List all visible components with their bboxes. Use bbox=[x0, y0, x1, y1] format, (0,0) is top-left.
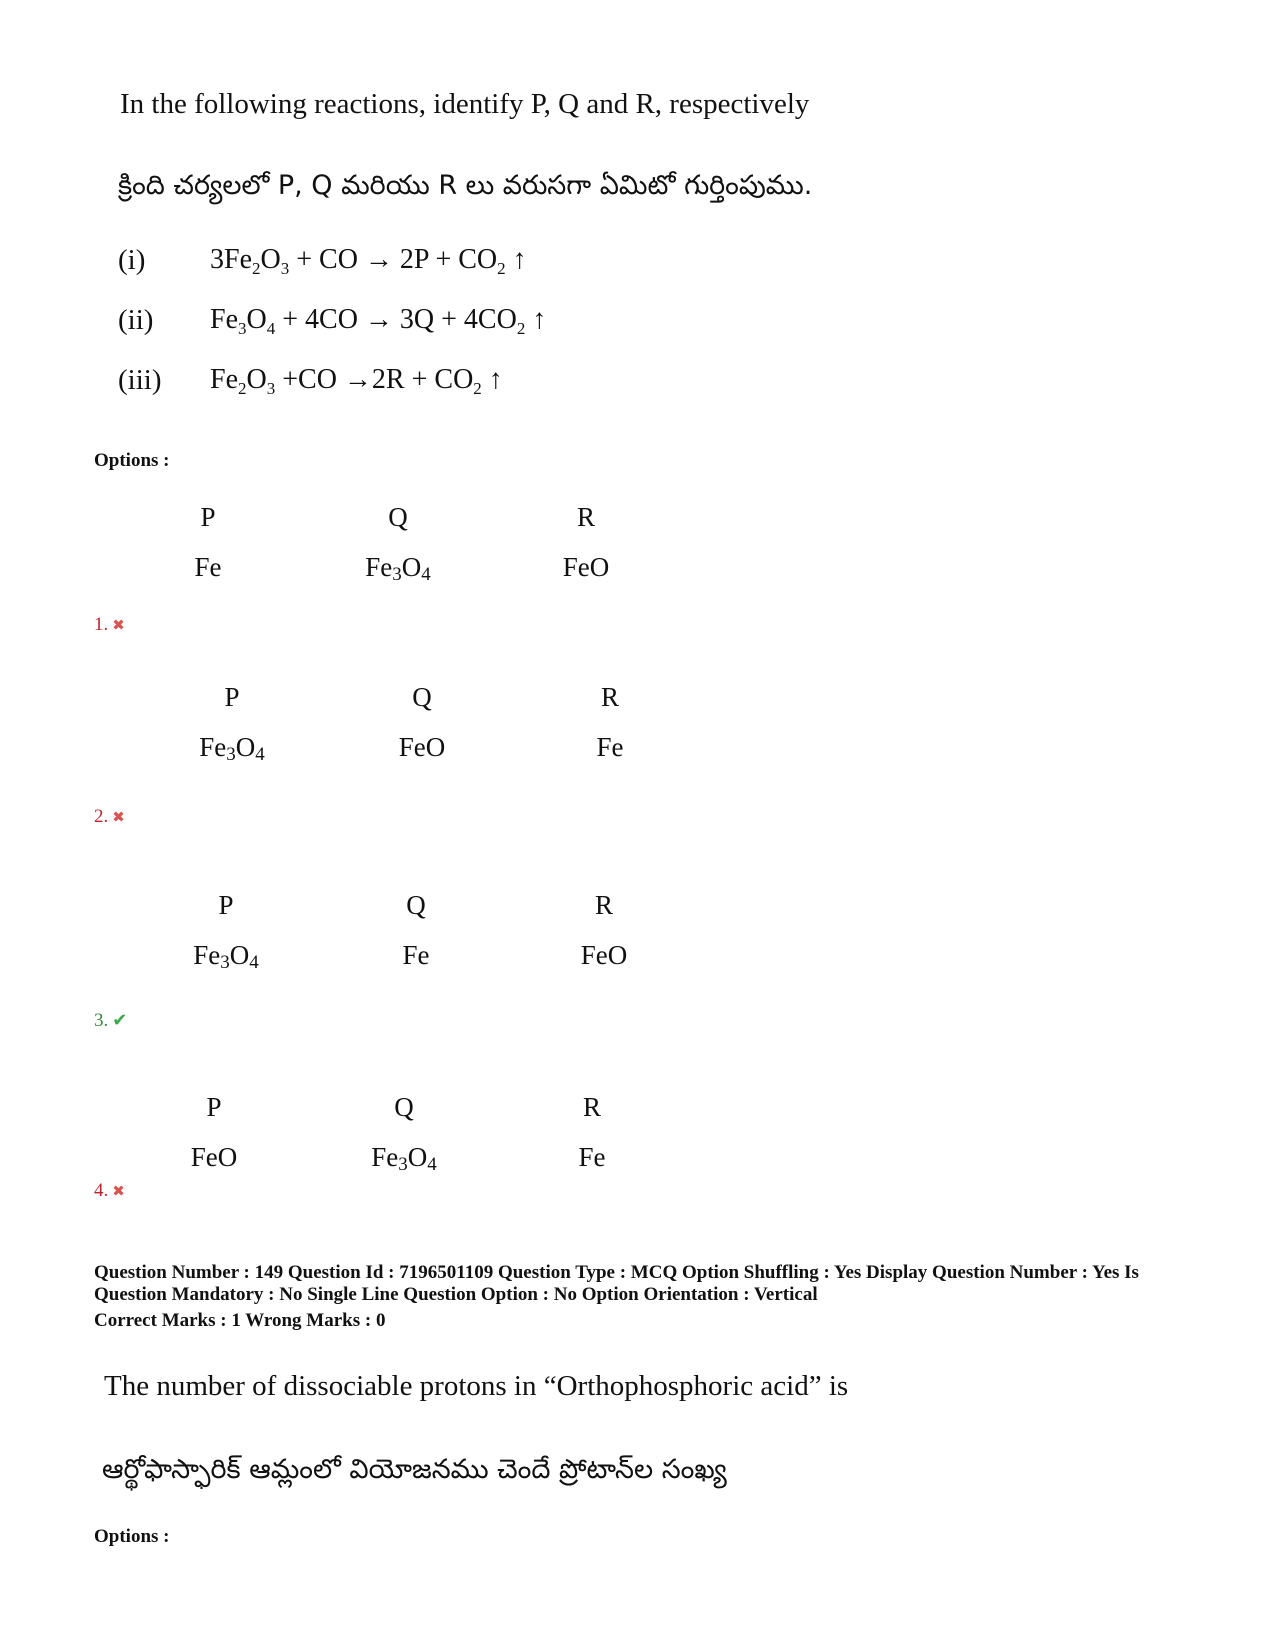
option-number-text: 1. bbox=[94, 614, 109, 635]
question-text-te: క్రింది చర్యలలో P, Q మరియు R లు వరుసగా ఏమిటో గుర్తింపుము. bbox=[118, 170, 813, 201]
cross-icon: ✖ bbox=[112, 1184, 125, 1200]
option-number-text: 3. bbox=[94, 1010, 109, 1031]
reaction-label: (ii) bbox=[118, 304, 154, 336]
option-header: P bbox=[200, 502, 216, 532]
option-number bbox=[94, 614, 125, 636]
option-value: FeO bbox=[580, 940, 628, 970]
option-number bbox=[94, 1180, 125, 1202]
reaction-equation: $Fe_3O_4 + 4CO \to 3Q + 4CO_2$ ↑ bbox=[210, 304, 547, 338]
option-value: Fe bbox=[402, 940, 430, 970]
options-label: Options : bbox=[94, 450, 170, 471]
option-header: R bbox=[582, 1092, 601, 1122]
options-label-2: Options : bbox=[94, 1526, 170, 1547]
question-marks: Correct Marks : 1 Wrong Marks : 0 bbox=[94, 1310, 386, 1331]
option-header: R bbox=[576, 502, 595, 532]
option-header: Q bbox=[388, 502, 408, 532]
option-header: Q bbox=[412, 682, 432, 712]
question-meta-line-2: Question Mandatory : No Single Line Question Option : No Option Orientation : Vertical bbox=[94, 1284, 818, 1305]
question2-text-te: ఆర్థోఫాస్ఫారిక్ ఆమ్లంలో వియోజనము చెందే ప్రోటాన్‌ల సంఖ్య bbox=[102, 1454, 727, 1485]
option-value: $Fe_3O_4$ bbox=[365, 552, 431, 585]
option-number bbox=[94, 806, 125, 828]
reaction-label: (i) bbox=[118, 244, 146, 276]
option-number-text: 4. bbox=[94, 1180, 109, 1201]
reaction-label: (iii) bbox=[118, 364, 162, 396]
question-meta-line-1: Question Number : 149 Question Id : 7196501109 Question Type : MCQ Option Shuffling : Yes Display Question Number : Yes Is bbox=[94, 1262, 1139, 1283]
option-value: $Fe_3O_4$ bbox=[193, 940, 259, 973]
option-header: Q bbox=[406, 890, 426, 920]
option-header: P bbox=[218, 890, 234, 920]
option-value: FeO bbox=[562, 552, 610, 582]
option-value: Fe bbox=[194, 552, 222, 582]
option-value: FeO bbox=[398, 732, 446, 762]
option-value: $Fe_3O_4$ bbox=[199, 732, 265, 765]
option-value: FeO bbox=[190, 1142, 238, 1172]
option-header: R bbox=[594, 890, 613, 920]
option-value: Fe bbox=[578, 1142, 606, 1172]
option-header: P bbox=[206, 1092, 222, 1122]
option-value: Fe bbox=[596, 732, 624, 762]
question-text-en: In the following reactions, identify P, Q and R, respectively bbox=[120, 88, 810, 120]
reaction-equation: $Fe_2O_3 +CO \to 2R + CO_2$ ↑ bbox=[210, 364, 503, 398]
option-number bbox=[94, 1010, 127, 1032]
reaction-equation: $3Fe_2O_3$ + CO → $2P + CO_2$ ↑ bbox=[210, 244, 527, 278]
cross-icon: ✖ bbox=[112, 810, 125, 826]
option-value: $Fe_3O_4$ bbox=[371, 1142, 437, 1175]
option-header: P bbox=[224, 682, 240, 712]
check-icon: ✔ bbox=[112, 1010, 128, 1030]
cross-icon: ✖ bbox=[112, 618, 125, 634]
option-header: R bbox=[600, 682, 619, 712]
question2-text-en: The number of dissociable protons in “Orthophosphoric acid” is bbox=[104, 1370, 849, 1402]
option-number-text: 2. bbox=[94, 806, 109, 827]
option-header: Q bbox=[394, 1092, 414, 1122]
